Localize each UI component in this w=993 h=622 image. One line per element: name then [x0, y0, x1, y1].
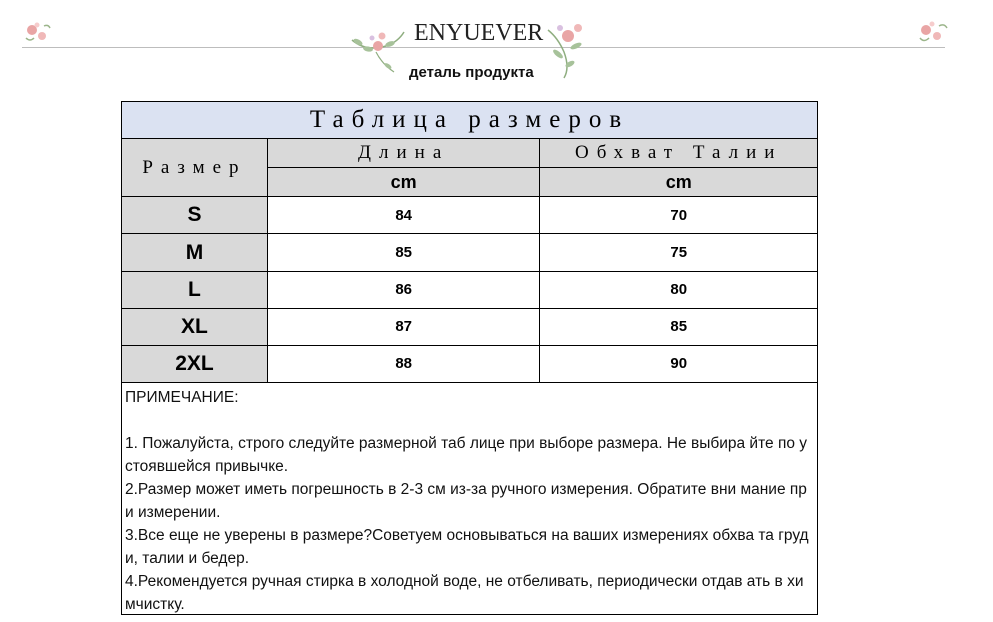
flower-corner-right-icon [912, 16, 950, 50]
length-cell: 86 [267, 271, 540, 308]
table-row [122, 345, 818, 382]
table-row [122, 234, 818, 271]
waist-cell: 75 [540, 234, 818, 271]
waist-cell: 70 [540, 197, 818, 234]
note-item: 1. Пожалуйста, строго следуйте размерной таб лице при выборе размера. Не выбира йте по устоявшейся привычке. [125, 435, 808, 475]
notes-section [121, 382, 818, 615]
length-cell: 88 [267, 345, 540, 382]
length-cell: 87 [267, 308, 540, 345]
size-cell: L [122, 271, 268, 308]
brand-logo: ENYUEVER [414, 20, 544, 46]
note-item: 4.Рекомендуется ручная стирка в холодной воде, не отбеливать, периодически отдав ать в химчистку. [125, 573, 804, 613]
column-header-waist: Обхват Талии [540, 139, 818, 168]
column-header-length: Длина [267, 139, 540, 168]
unit-waist: cm [540, 168, 818, 197]
waist-cell: 90 [540, 345, 818, 382]
notes-spacer [125, 409, 813, 432]
size-chart [121, 101, 818, 615]
size-table [121, 101, 818, 383]
floral-wreath-right-icon [544, 18, 600, 80]
length-cell: 84 [267, 197, 540, 234]
length-cell: 85 [267, 234, 540, 271]
size-cell: XL [122, 308, 268, 345]
waist-cell: 80 [540, 271, 818, 308]
column-header-size: Размер [122, 139, 268, 197]
size-cell: M [122, 234, 268, 271]
flower-corner-left-icon [20, 16, 54, 50]
waist-cell: 85 [540, 308, 818, 345]
size-cell: S [122, 197, 268, 234]
unit-length: cm [267, 168, 540, 197]
table-row [122, 197, 818, 234]
floral-wreath-left-icon [346, 22, 406, 78]
header-divider [22, 47, 945, 48]
note-item: 3.Все еще не уверены в размере?Советуем основываться на ваших измерениях обхва та груди, талии и бедер. [125, 527, 809, 567]
notes-heading: ПРИМЕЧАНИЕ: [125, 389, 239, 406]
table-row [122, 308, 818, 345]
table-row [122, 271, 818, 308]
table-title: Таблица размеров [122, 102, 818, 139]
note-item: 2.Размер может иметь погрешность в 2-3 см из-за ручного измерения. Обратите вни мание при измерении. [125, 481, 807, 521]
page-subtitle: деталь продукта [409, 64, 534, 81]
size-cell: 2XL [122, 345, 268, 382]
